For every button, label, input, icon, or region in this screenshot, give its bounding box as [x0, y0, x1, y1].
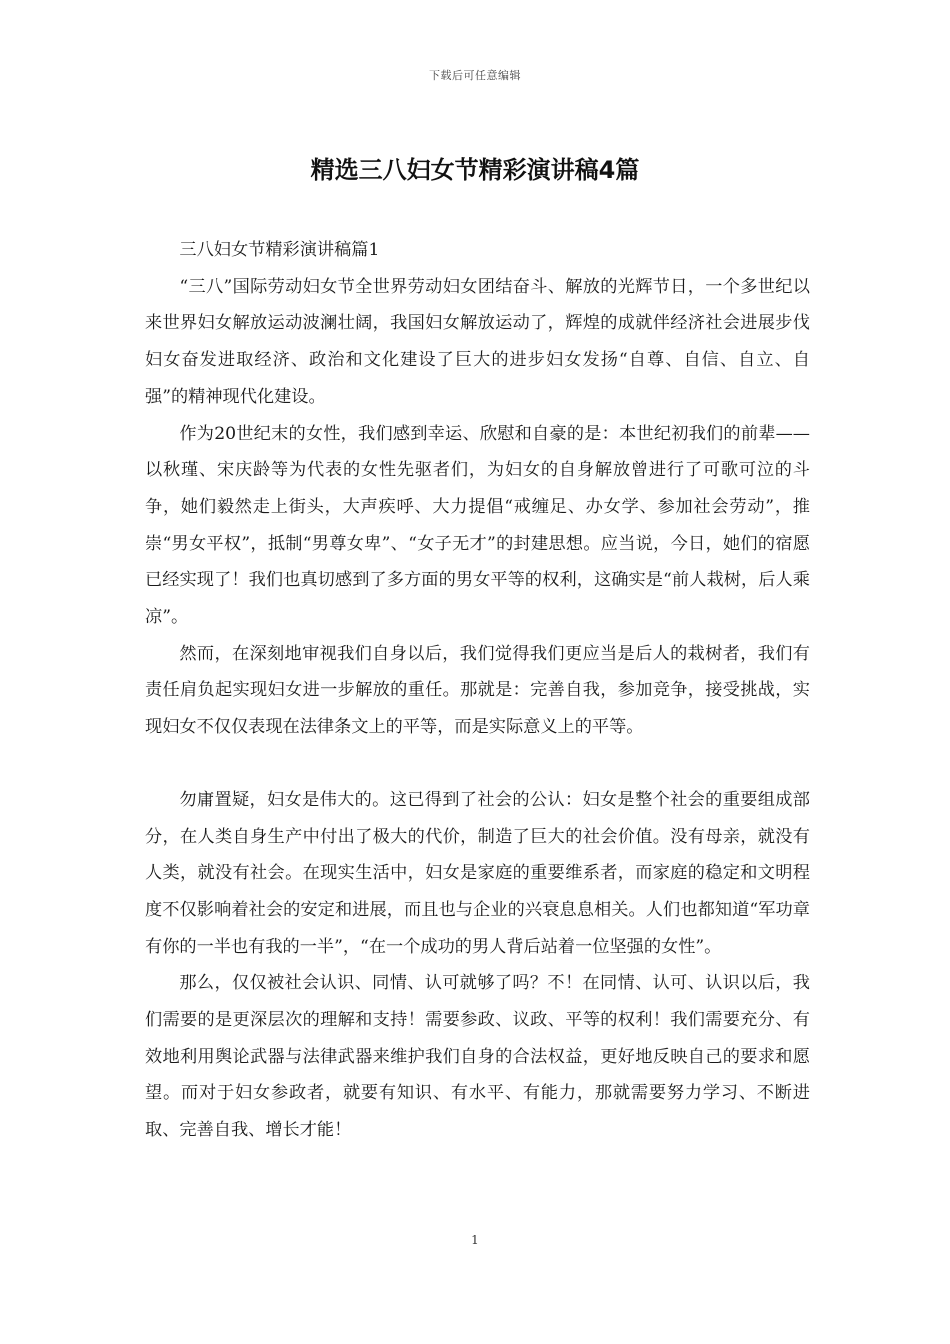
body-paragraph-5: 那么，仅仅被社会认识、同情、认可就够了吗？不！在同情、认可、认识以后，我们需要的是更深层次的理解和支持！需要参政、议政、平等的权利！我们需要充分、有效地利用舆论武器与法律武器来维护我们自身的合法权益，更好地反映自己的要求和愿望。而对于妇女参政者，就要有知识、有水平、有能力，那就需要努力学习、不断进取、完善自我、增长才能！ [145, 973, 810, 1141]
page-header-note: 下载后可任意编辑 [429, 69, 521, 82]
document-title: 精选三八妇女节精彩演讲稿4篇 [310, 156, 640, 184]
page-number: 1 [471, 1233, 479, 1247]
section-heading: 三八妇女节精彩演讲稿篇1 [179, 240, 380, 260]
body-paragraph-4: 勿庸置疑，妇女是伟大的。这已得到了社会的公认：妇女是整个社会的重要组成部分，在人类自身生产中付出了极大的代价，制造了巨大的社会价值。没有母亲，就没有人类，就没有社会。在现实生活中，妇女是家庭的重要维系者，而家庭的稳定和文明程度不仅影响着社会的安定和进展，而且也与企业的兴衰息息相关。人们也都知道“军功章有你的一半也有我的一半”，“在一个成功的男人背后站着一位坚强的女性”。 [145, 789, 810, 957]
body-paragraph-1: “三八”国际劳动妇女节全世界劳动妇女团结奋斗、解放的光辉节日，一个多世纪以来世界妇女解放运动波澜壮阔，我国妇女解放运动了，辉煌的成就伴经济社会进展步伐妇女奋发进取经济、政治和文化建设了巨大的进步妇女发扬“自尊、自信、自立、自强”的精神现代化建设。 [145, 276, 810, 407]
body-paragraph-3: 然而，在深刻地审视我们自身以后，我们觉得我们更应当是后人的栽树者，我们有责任肩负起实现妇女进一步解放的重任。那就是：完善自我，参加竞争，接受挑战，实现妇女不仅仅表现在法律条文上的平等，而是实际意义上的平等。 [145, 643, 810, 738]
paragraph-spacer [145, 746, 810, 782]
body-paragraph-2: 作为20世纪末的女性，我们感到幸运、欣慰和自豪的是：本世纪初我们的前辈——以秋瑾、宋庆龄等为代表的女性先驱者们，为妇女的自身解放曾进行了可歌可泣的斗争，她们毅然走上街头，大声疾呼、大力提倡“戒缠足、办女学、参加社会劳动”，推崇“男女平权”，抵制“男尊女卑”、“女子无才”的封建思想。应当说，今日，她们的宿愿已经实现了！我们也真切感到了多方面的男女平等的权利，这确实是“前人栽树，后人乘凉”。 [145, 423, 810, 628]
document-body [145, 232, 810, 1149]
